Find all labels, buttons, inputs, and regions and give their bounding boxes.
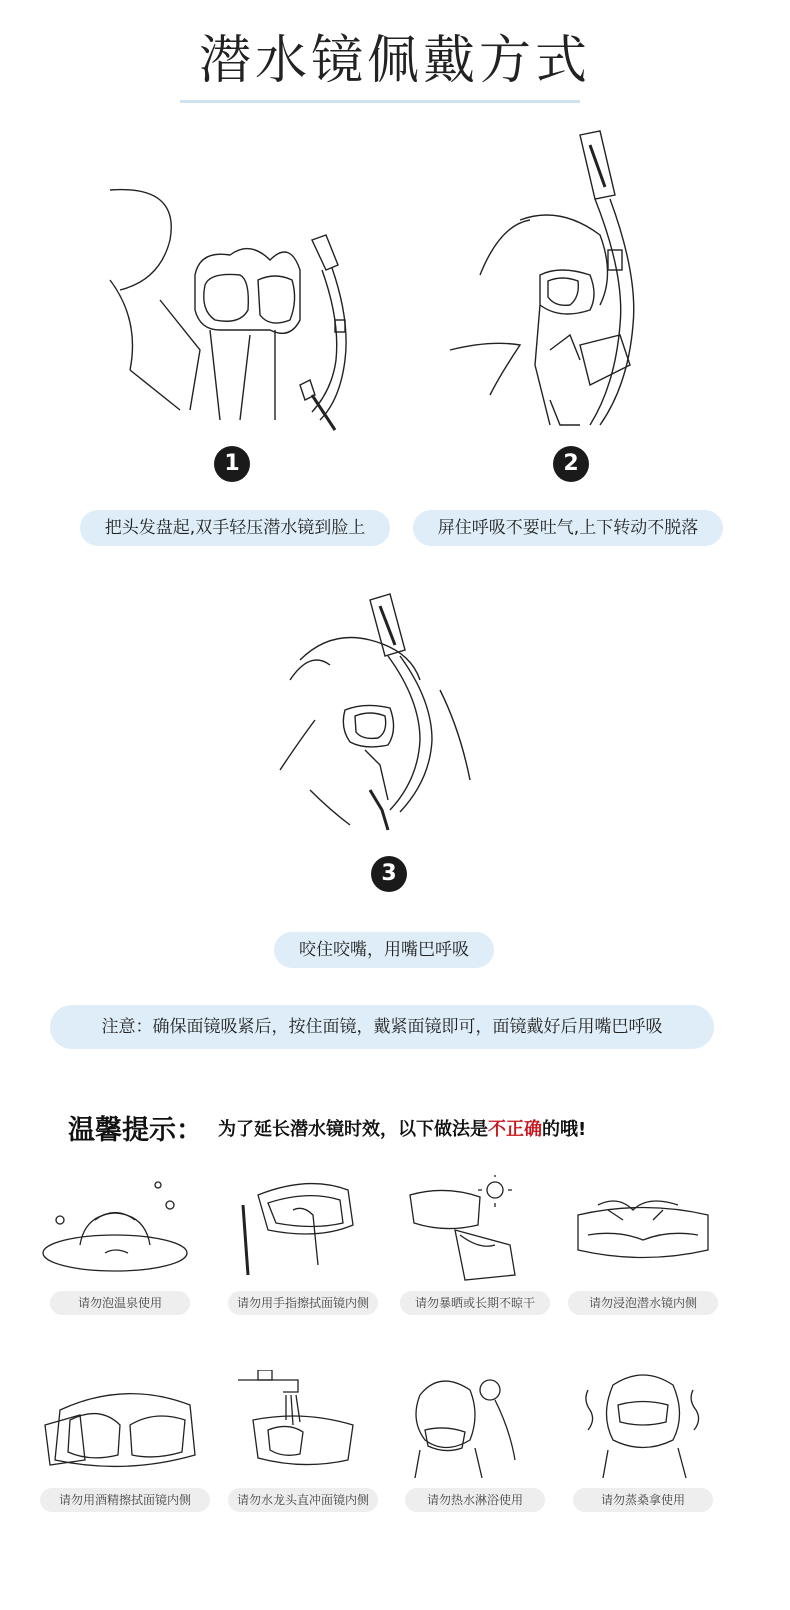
- step-2-caption: 屏住呼吸不要吐气,上下转动不脱落: [413, 510, 723, 546]
- step-2-number: 2: [553, 446, 589, 482]
- tip-item: [400, 1175, 576, 1310]
- step-1-number: 1: [214, 446, 250, 482]
- tip-label: 请勿浸泡潜水镜内侧: [568, 1291, 718, 1315]
- tip-label: 请勿热水淋浴使用: [405, 1488, 545, 1512]
- tip-item: [40, 1370, 216, 1507]
- tip-item: [400, 1370, 576, 1507]
- soaking-icon: [568, 1175, 718, 1285]
- tips-text-highlight: 不正确: [488, 1119, 542, 1140]
- notice-banner: 注意：确保面镜吸紧后，按住面镜，戴紧面镜即可，面镜戴好后用嘴巴呼吸: [50, 1005, 714, 1049]
- tip-item: [228, 1175, 404, 1310]
- alcohol-wipe-icon: [40, 1370, 210, 1480]
- shower-icon: [400, 1370, 550, 1480]
- sun-exposure-icon: [400, 1175, 550, 1285]
- step-3-caption: 咬住咬嘴，用嘴巴呼吸: [274, 932, 494, 968]
- tips-text: [218, 1115, 586, 1141]
- hot-spring-icon: [40, 1175, 190, 1285]
- tip-label: 请勿用手指擦拭面镜内侧: [228, 1291, 378, 1315]
- tip-label: 请勿水龙头直冲面镜内侧: [228, 1488, 378, 1512]
- tip-label: 请勿蒸桑拿使用: [573, 1488, 713, 1512]
- tip-label: 请勿暴晒或长期不晾干: [400, 1291, 550, 1315]
- step-3-number: 3: [371, 856, 407, 892]
- finger-wipe-icon: [228, 1175, 378, 1285]
- tips-heading: 温馨提示：: [68, 1115, 203, 1146]
- tips-text-after: 的哦!: [542, 1119, 587, 1140]
- step1-illustration: [100, 180, 380, 440]
- step-1-caption: 把头发盘起,双手轻压潜水镜到脸上: [80, 510, 390, 546]
- sauna-icon: [568, 1370, 718, 1480]
- tip-label: 请勿泡温泉使用: [50, 1291, 190, 1315]
- step2-illustration: [440, 125, 670, 435]
- page-title: 潜水镜佩戴方式: [198, 31, 591, 91]
- tip-item: [568, 1370, 744, 1507]
- tip-item: [228, 1370, 404, 1507]
- title-underline: [180, 100, 580, 103]
- tip-item: [40, 1175, 216, 1310]
- step3-illustration: [270, 590, 490, 840]
- tip-label: 请勿用酒精擦拭面镜内侧: [40, 1488, 210, 1512]
- tips-text-before: 为了延长潜水镜时效，以下做法是: [218, 1119, 488, 1140]
- faucet-icon: [228, 1370, 378, 1480]
- tip-item: [568, 1175, 744, 1310]
